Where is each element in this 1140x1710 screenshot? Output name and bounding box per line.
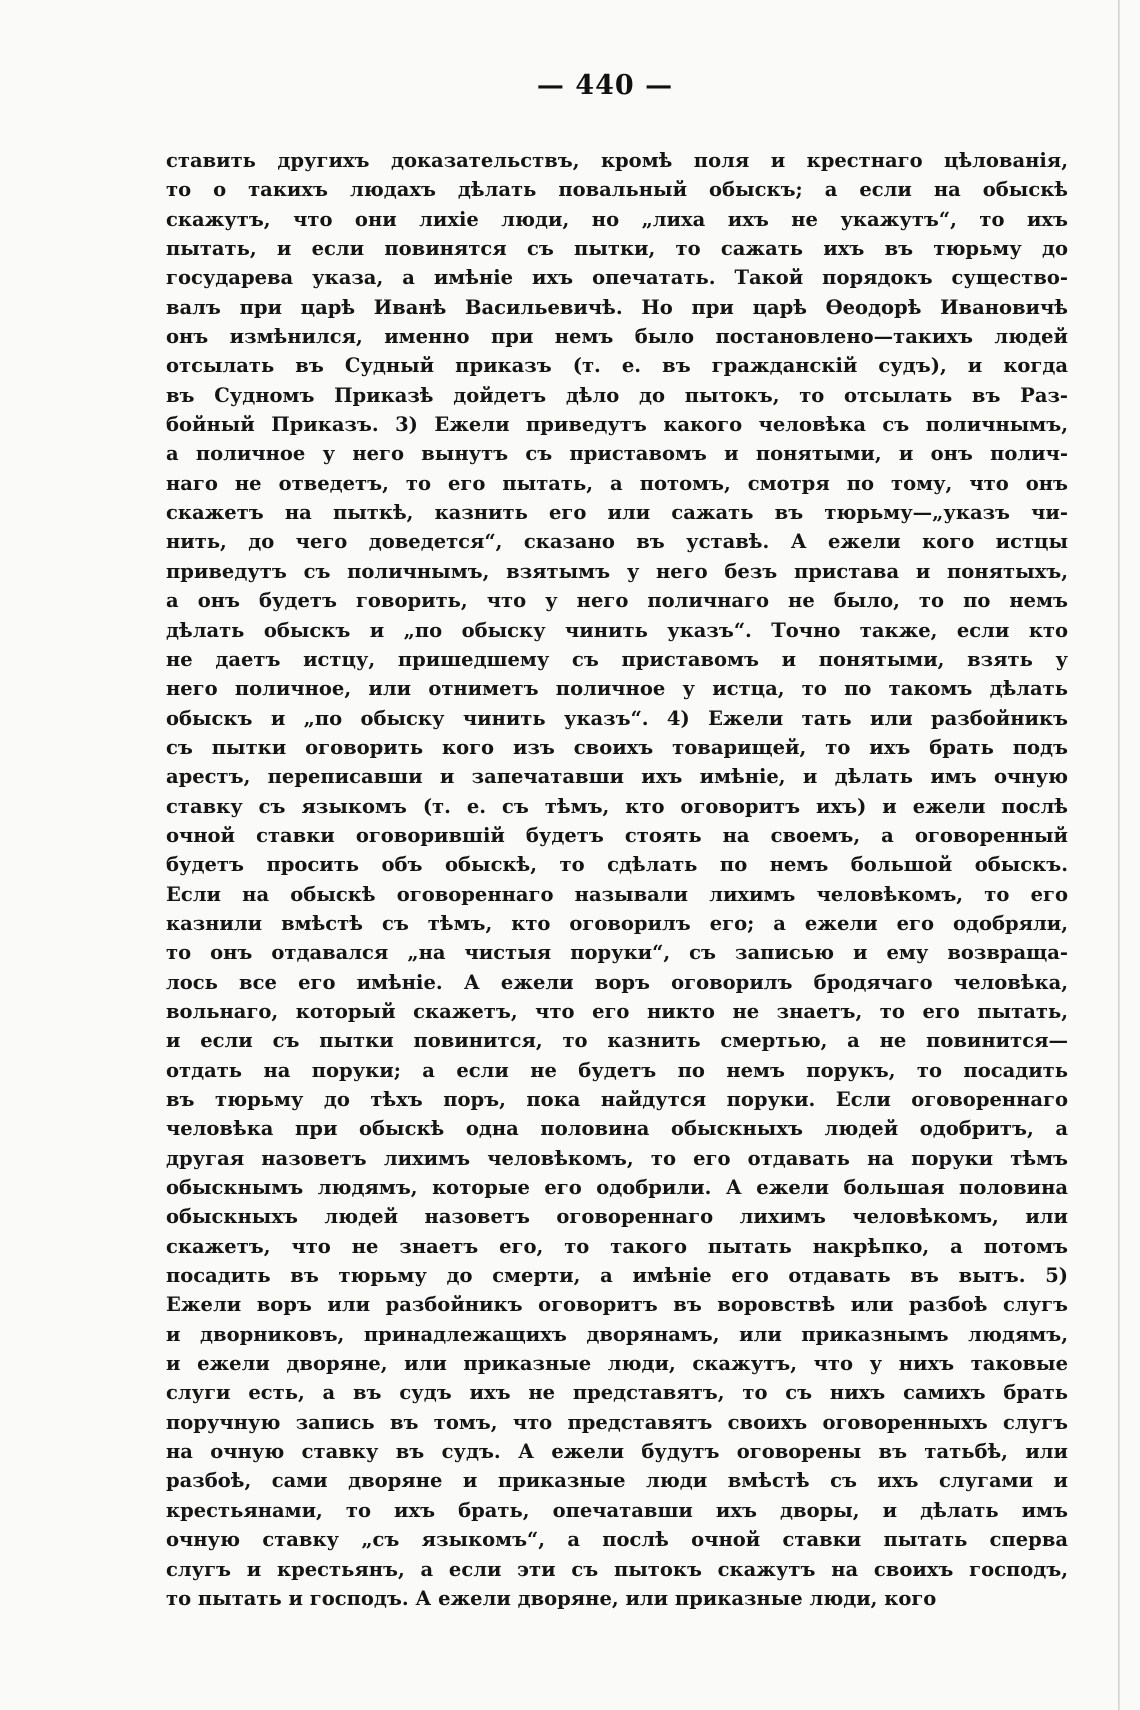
text-line: другая назоветъ лихимъ человѣкомъ, то его отдавать на поруки тѣмъ [166, 1146, 1068, 1170]
text-line: то онъ отдавался „на чистыя поруки“, съ записью и ему возвраща- [166, 941, 1068, 965]
text-line: скажутъ, что они лихіе люди, но „лиха ихъ не укажутъ“, то ихъ [166, 207, 1068, 231]
text-line: приведутъ съ поличнымъ, взятымъ у него безъ пристава и понятыхъ, [166, 559, 1068, 583]
text-line: казнили вмѣстѣ съ тѣмъ, кто оговорилъ его; а ежели его одобряли, [166, 911, 1068, 935]
page-number: — 440 — [536, 70, 674, 101]
text-line: посадить въ тюрьму до смерти, а имѣніе его отдавать въ вытъ. 5) [166, 1264, 1068, 1288]
text-line: ставить другихъ доказательствъ, кромѣ поля и крестнаго цѣлованія, [166, 149, 1068, 172]
text-line: и дворниковъ, принадлежащихъ дворянамъ, или приказнымъ людямъ, [166, 1322, 1068, 1346]
text-line: слуги есть, а въ судъ ихъ не представятъ, то съ нихъ самихъ брать [166, 1381, 1068, 1405]
text-line: Если на обыскѣ оговореннаго называли лихимъ человѣкомъ, то его [166, 882, 1068, 906]
text-line: будетъ просить объ обыскѣ, то сдѣлать по немъ большой обыскъ. [166, 853, 1068, 877]
text-line: отдать на поруки; а если не будетъ по немъ порукъ, то посадить [166, 1058, 1068, 1082]
text-line: государева указа, а имѣніе ихъ опечатать. Такой порядокъ существо- [166, 266, 1068, 290]
text-line: съ пытки оговорить кого изъ своихъ товарищей, то ихъ брать подъ [166, 735, 1068, 759]
text-line: бойный Приказъ. 3) Ежели приведутъ какого человѣка съ поличнымъ, [166, 413, 1068, 437]
text-line: то пытать и господъ. А ежели дворяне, или приказные люди, кого [166, 1586, 937, 1610]
text-line: очной ставки оговорившій будетъ стоять на своемъ, а оговоренный [166, 823, 1068, 847]
text-line: то о такихъ людахъ дѣлать повальный обыскъ; а если на обыскѣ [166, 178, 1068, 202]
text-line: а онъ будетъ говорить, что у него поличнаго не было, то по немъ [166, 589, 1068, 613]
text-line: обыскнымъ людямъ, которые его одобрили. А ежели большая половина [166, 1176, 1068, 1200]
text-line: валъ при царѣ Иванѣ Васильевичѣ. Но при царѣ Ѳеодорѣ Ивановичѣ [166, 295, 1068, 319]
text-line: очную ставку „съ языкомъ“, а послѣ очной ставки пытать сперва [166, 1528, 1068, 1552]
text-line: скажетъ на пыткѣ, казнить его или сажать въ тюрьму—„указъ чи- [166, 501, 1068, 525]
text-line: обыскныхъ людей назоветъ оговореннаго лихимъ человѣкомъ, или [166, 1205, 1068, 1229]
text-line: отсылать въ Судный приказъ (т. е. въ гражданскій судъ), и когда [166, 354, 1068, 378]
text-line: въ тюрьму до тѣхъ поръ, пока найдутся поруки. Если оговореннаго [166, 1088, 1068, 1111]
text-line: въ Судномъ Приказѣ дойдетъ дѣло до пытокъ, то отсылать въ Раз- [166, 383, 1068, 407]
body-text [166, 146, 1068, 1613]
text-line: на очную ставку въ судъ. А ежели будутъ оговорены въ татьбѣ, или [166, 1440, 1068, 1464]
text-line: него поличное, или отниметъ поличное у истца, то по такомъ дѣлать [166, 677, 1068, 701]
text-line: вольнаго, который скажетъ, что его никто не знаетъ, то его пытать, [166, 999, 1068, 1023]
text-line: дѣлать обыскъ и „по обыску чинить указъ“. Точно также, если кто [166, 618, 1068, 642]
text-line: и ежели дворяне, или приказные люди, скажутъ, что у нихъ таковые [166, 1352, 1068, 1376]
text-line: разбоѣ, сами дворяне и приказные люди вмѣстѣ съ ихъ слугами и [166, 1469, 1068, 1493]
text-line: наго не отведетъ, то его пытать, а потомъ, смотря по тому, что онъ [166, 471, 1068, 495]
text-line: обыскъ и „по обыску чинить указъ“. 4) Ежели тать или разбойникъ [166, 706, 1068, 730]
text-line: лось все его имѣніе. А ежели воръ оговорилъ бродячаго человѣка, [166, 970, 1068, 994]
text-line: слугъ и крестьянъ, а если эти съ пытокъ скажутъ на своихъ господъ, [166, 1557, 1068, 1581]
text-line: не даетъ истцу, пришедшему съ приставомъ и понятыми, взять у [166, 647, 1068, 671]
text-line: ставку съ языкомъ (т. е. съ тѣмъ, кто оговоритъ ихъ) и ежели послѣ [166, 794, 1068, 818]
text-line: онъ измѣнился, именно при немъ было постановлено—такихъ людей [166, 325, 1068, 349]
text-line: Ежели воръ или разбойникъ оговоритъ въ воровствѣ или разбоѣ слугъ [166, 1293, 1068, 1317]
text-line: нить, до чего доведется“, сказано въ уставѣ. А ежели кого истцы [166, 530, 1068, 554]
text-line: арестъ, переписавши и запечатавши ихъ имѣніе, и дѣлать имъ очную [166, 765, 1068, 789]
text-line: пытать, и если повинятся съ пытки, то сажать ихъ въ тюрьму до [166, 237, 1068, 261]
text-line: крестьянами, то ихъ брать, опечатавши ихъ дворы, и дѣлать имъ [166, 1498, 1068, 1522]
text-line: а поличное у него вынутъ съ приставомъ и понятыми, и онъ полич- [166, 442, 1068, 466]
text-line: человѣка при обыскѣ одна половина обыскныхъ людей одобритъ, а [166, 1117, 1068, 1141]
text-line: скажетъ, что не знаетъ его, то такого пытать накрѣпко, а потомъ [166, 1234, 1068, 1258]
page-edge-divider [1118, 0, 1120, 1710]
text-line: и если съ пытки повинится, то казнить смертью, а не повинится— [166, 1029, 1068, 1053]
text-line: поручную запись въ томъ, что представятъ своихъ оговоренныхъ слугъ [166, 1410, 1068, 1434]
